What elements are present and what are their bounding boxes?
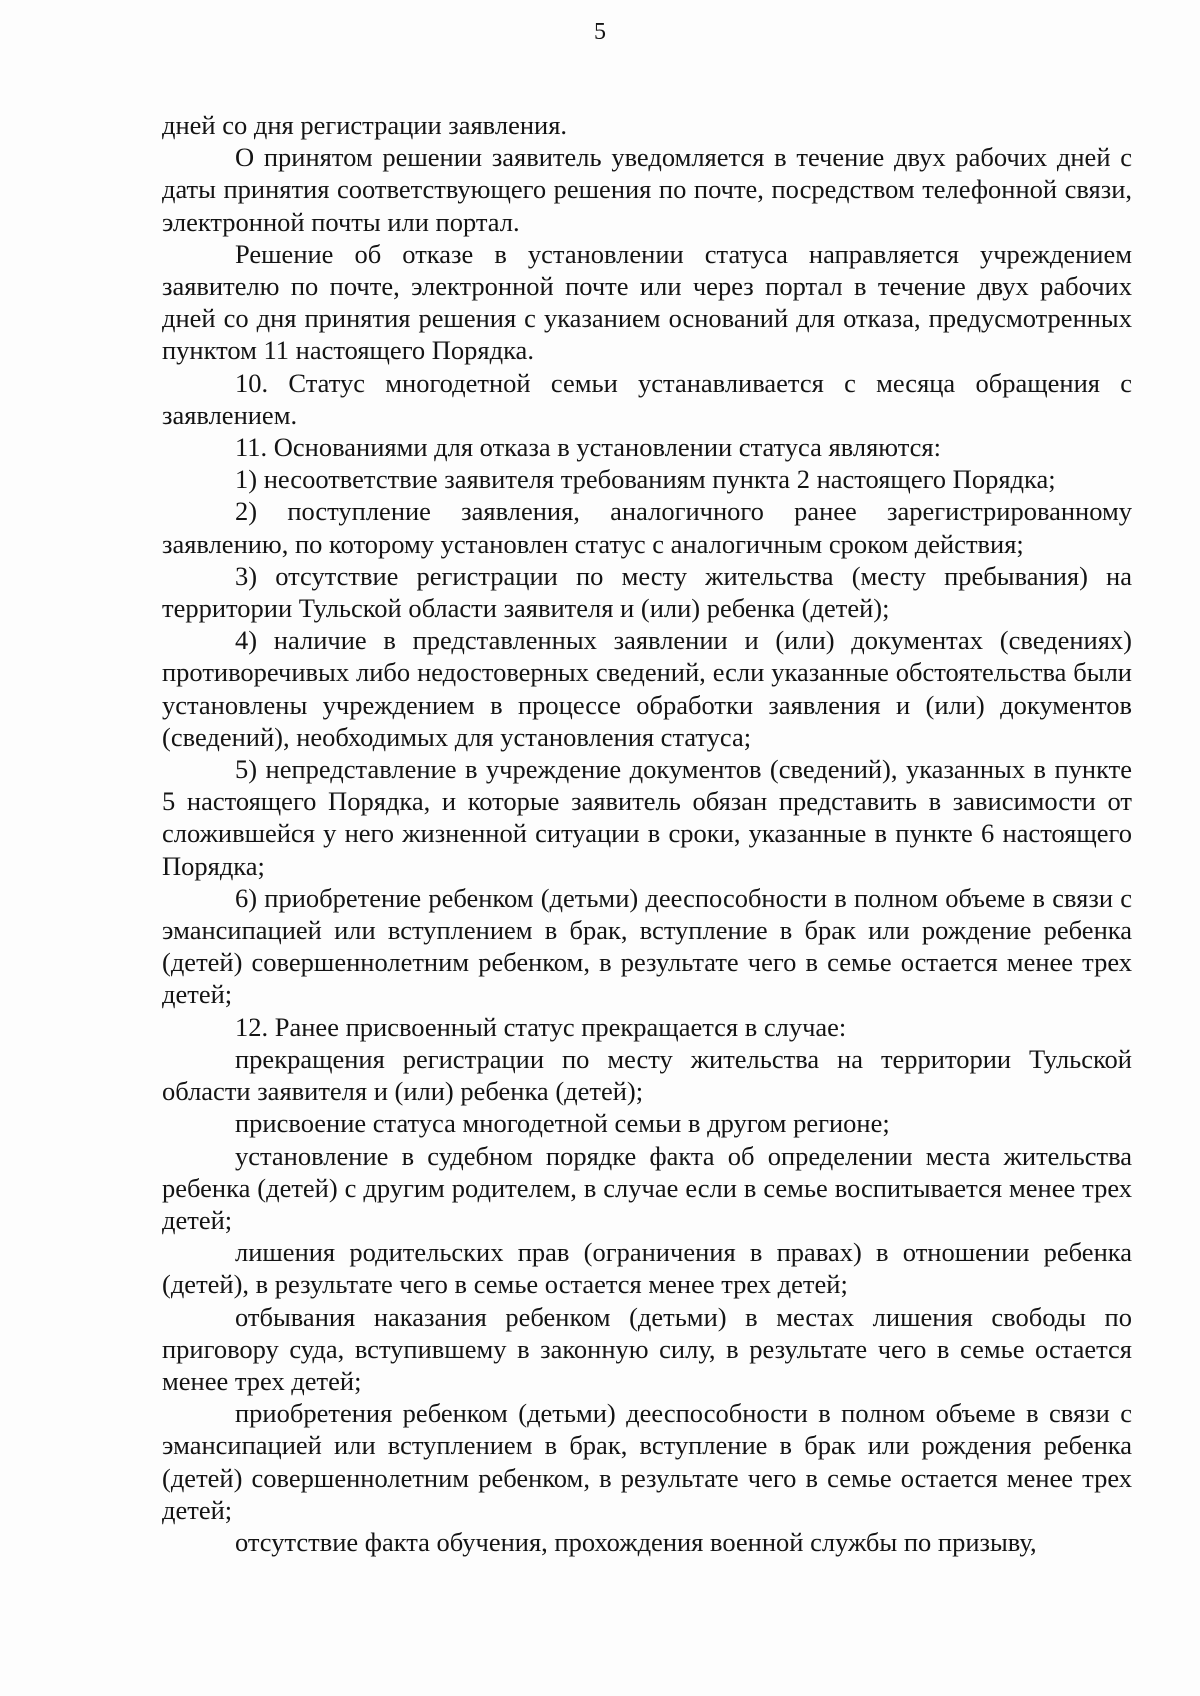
clause-10: 10. Статус многодетной семьи устанавливается с месяца обращения с заявлением.: [162, 367, 1132, 430]
clause-11: 11. Основаниями для отказа в установлении статуса являются:: [235, 432, 941, 463]
paragraph-continuation: дней со дня регистрации заявления.: [162, 110, 568, 140]
document-body: [162, 109, 1132, 1558]
clause-11-item-3: 3) отсутствие регистрации по месту жительства (месту пребывания) на территории Тульской области заявителя и (или) ребенка (детей);: [162, 560, 1132, 624]
clause-12-case-6: приобретения ребенком (детьми) дееспособности в полном объеме в связи с эмансипацией или вступлением в брак, вступление в брак или рождения ребенка (детей) совершеннолетним ребенком, в результате чего в семье остается менее трех детей;: [162, 1398, 1132, 1525]
clause-12-case-3: установление в судебном порядке факта об определении места жительства ребенка (детей) с другим родителем, в случае если в семье воспитывается менее трех детей;: [162, 1140, 1132, 1235]
clause-11-item-4: 4) наличие в представленных заявлении и (или) документах (сведениях) противоречивых либо недостоверных сведений, если указанные обстоятельства были установлены учреждением в процессе обработки заявления и (или) документов (сведений), необходимых для установления статуса;: [162, 625, 1132, 752]
clause-12: 12. Ранее присвоенный статус прекращается в случае:: [235, 1011, 847, 1042]
clause-11-item-2: 2) поступление заявления, аналогичного ранее зарегистрированному заявлению, по которому установлен статус с аналогичным сроком действия;: [162, 496, 1132, 559]
paragraph-notification: О принятом решении заявитель уведомляется в течение двух рабочих дней с даты принятия соответствующего решения по почте, посредством телефонной связи, электронной почты или портал.: [162, 142, 1132, 237]
clause-11-item-1: 1) несоответствие заявителя требованиям пункта 2 настоящего Порядка;: [235, 464, 1056, 495]
page-number: 5: [594, 19, 606, 45]
clause-11-item-5: 5) непредставление в учреждение документов (сведений), указанных в пункте 5 настоящего Порядка, и которые заявитель обязан представить в зависимости от сложившейся у него жизненной ситуации в сроки, указанные в пункте 6 настоящего Порядка;: [162, 754, 1132, 881]
clause-12-case-1: прекращения регистрации по месту жительства на территории Тульской области заявителя и (или) ребенка (детей);: [162, 1043, 1132, 1107]
clause-12-case-2: присвоение статуса многодетной семьи в другом регионе;: [235, 1108, 890, 1139]
clause-12-case-5: отбывания наказания ребенком (детьми) в местах лишения свободы по приговору суда, вступившему в законную силу, в результате чего в семье остается менее трех детей;: [162, 1301, 1132, 1396]
clause-12-case-7: отсутствие факта обучения, прохождения военной службы по призыву,: [235, 1526, 1037, 1557]
clause-12-case-4: лишения родительских прав (ограничения в правах) в отношении ребенка (детей), в результате чего в семье остается менее трех детей;: [162, 1237, 1132, 1300]
paragraph-refusal-decision: Решение об отказе в установлении статуса направляется учреждением заявителю по почте, электронной почте или через портал в течение двух рабочих дней со дня принятия решения с указанием оснований для отказа, предусмотренных пунктом 11 настоящего Порядка.: [162, 238, 1132, 366]
clause-11-item-6: 6) приобретение ребенком (детьми) дееспособности в полном объеме в связи с эмансипацией или вступлением в брак, вступление в брак или рождение ребенка (детей) совершеннолетним ребенком, в результате чего в семье остается менее трех детей;: [162, 882, 1132, 1010]
